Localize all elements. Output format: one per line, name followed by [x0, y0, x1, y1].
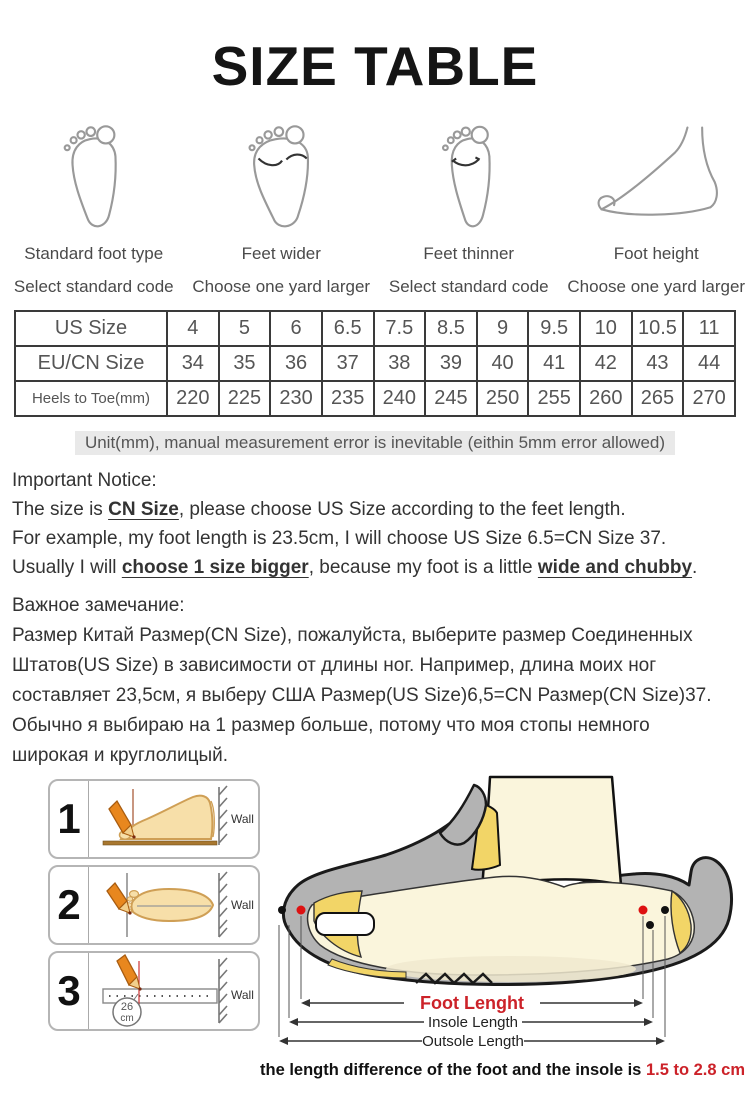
foot-advice-label: Choose one yard larger	[567, 277, 746, 296]
size-cell: 38	[374, 346, 426, 381]
unit-note: Unit(mm), manual measurement error is inevitable (eithin 5mm error allowed)	[75, 431, 675, 455]
foot-type-label: Feet thinner	[423, 244, 515, 263]
size-cell: 42	[580, 346, 632, 381]
foot-type-standard	[0, 122, 188, 297]
size-cell: 10	[580, 311, 632, 346]
foot-advice-label: Select standard code	[13, 277, 174, 296]
notice-russian-line: Обычно я выбираю на 1 размер больше, потому что моя стопы немного	[12, 715, 650, 736]
shoe-cross-section	[276, 775, 750, 1060]
foot-advice-label: Select standard code	[388, 277, 549, 296]
foot-side-icon	[591, 122, 721, 240]
foot-length-label: Foot Lenght	[420, 993, 524, 1013]
notice-russian-line: составляет 23,5см, я выберу США Размер(US Size)6,5=CN Размер(CN Size)37.	[12, 685, 712, 706]
foot-top-standard-icon	[44, 122, 144, 240]
notice-russian-line: Размер Китай Размер(CN Size), пожалуйста, выберите размер Соединенных	[12, 625, 693, 646]
ruler-value: 26	[120, 1001, 134, 1013]
size-cell: 36	[270, 346, 322, 381]
measure-step-2-illustration	[89, 867, 257, 943]
wall-label: Wall	[231, 898, 254, 912]
notice-russian-heading: Важное замечание:	[12, 595, 185, 616]
size-cell: 240	[374, 381, 426, 416]
foot-type-height	[563, 122, 750, 297]
foot-top-thinner-icon	[419, 122, 519, 240]
size-cell: 5	[219, 311, 271, 346]
notice-english-line2: For example, my foot length is 23.5cm, I will choose US Size 6.5=CN Size 37.	[12, 528, 667, 549]
page-title: SIZE TABLE	[211, 35, 539, 97]
size-cell: 39	[425, 346, 477, 381]
size-cell: 265	[632, 381, 684, 416]
size-cell: 230	[270, 381, 322, 416]
foot-type-label: Feet wider	[241, 244, 321, 263]
foot-type-label: Standard foot type	[24, 244, 164, 263]
measure-step-1-illustration	[89, 781, 257, 857]
size-row-header: Heels to Toe(mm)	[15, 381, 167, 416]
size-table-body	[15, 311, 735, 416]
size-row-header: US Size	[15, 311, 167, 346]
size-cell: 10.5	[632, 311, 684, 346]
size-cell: 7.5	[374, 311, 426, 346]
size-cell: 34	[167, 346, 219, 381]
size-cell: 9	[477, 311, 529, 346]
foot-type-thinner	[375, 122, 563, 297]
measure-step-2	[48, 865, 260, 945]
size-row-header: EU/CN Size	[15, 346, 167, 381]
size-table	[14, 310, 736, 417]
notice-english-line1: The size is CN Size, please choose US Size according to the feet length.	[12, 499, 626, 520]
size-cell: 235	[322, 381, 374, 416]
size-cell: 8.5	[425, 311, 477, 346]
size-table-row	[15, 346, 735, 381]
size-cell: 6	[270, 311, 322, 346]
step-number: 1	[50, 781, 89, 857]
outsole-length-label: Outsole Length	[422, 1033, 524, 1050]
measuring-section	[0, 775, 750, 1093]
step-number: 2	[50, 867, 89, 943]
foot-advice-label: Choose one yard larger	[192, 277, 371, 296]
notice-english-line3: Usually I will choose 1 size bigger, because my foot is a little wide and chubby.	[12, 557, 698, 578]
notice-english-heading: Important Notice:	[12, 470, 157, 491]
foot-type-label: Foot height	[613, 244, 699, 263]
size-cell: 225	[219, 381, 271, 416]
wall-label: Wall	[231, 988, 254, 1002]
foot-top-wider-icon	[231, 122, 331, 240]
notice-russian	[12, 591, 750, 771]
size-cell: 44	[683, 346, 735, 381]
size-cell: 220	[167, 381, 219, 416]
length-difference-note: the length difference of the foot and the insole is 1.5 to 2.8 cm	[260, 1061, 745, 1079]
size-cell: 35	[219, 346, 271, 381]
notice-russian-line: Штатов(US Size) в зависимости от длины ног. Например, длина моих ног	[12, 655, 657, 676]
size-cell: 245	[425, 381, 477, 416]
notice-russian-line: широкая и круглолицый.	[12, 745, 229, 766]
measure-step-1	[48, 779, 260, 859]
size-cell: 255	[528, 381, 580, 416]
ruler-unit: cm	[120, 1013, 134, 1024]
size-cell: 40	[477, 346, 529, 381]
size-cell: 4	[167, 311, 219, 346]
measure-step-3	[48, 951, 260, 1031]
size-cell: 41	[528, 346, 580, 381]
size-cell: 37	[322, 346, 374, 381]
size-cell: 270	[683, 381, 735, 416]
length-difference-value: 1.5 to 2.8 cm	[645, 1061, 745, 1079]
size-cell: 9.5	[528, 311, 580, 346]
shoe-diagram-illustration	[276, 775, 750, 1055]
size-cell: 260	[580, 381, 632, 416]
step-number: 3	[50, 953, 89, 1029]
insole-length-label: Insole Length	[427, 1014, 519, 1031]
size-table-row	[15, 311, 735, 346]
size-cell: 43	[632, 346, 684, 381]
notice-english	[12, 466, 750, 582]
size-table-row	[15, 381, 735, 416]
size-cell: 250	[477, 381, 529, 416]
foot-type-guide	[0, 122, 750, 297]
size-cell: 6.5	[322, 311, 374, 346]
wall-label: Wall	[231, 812, 254, 826]
size-cell: 11	[683, 311, 735, 346]
foot-type-wider	[188, 122, 376, 297]
measure-step-3-illustration	[89, 953, 257, 1029]
